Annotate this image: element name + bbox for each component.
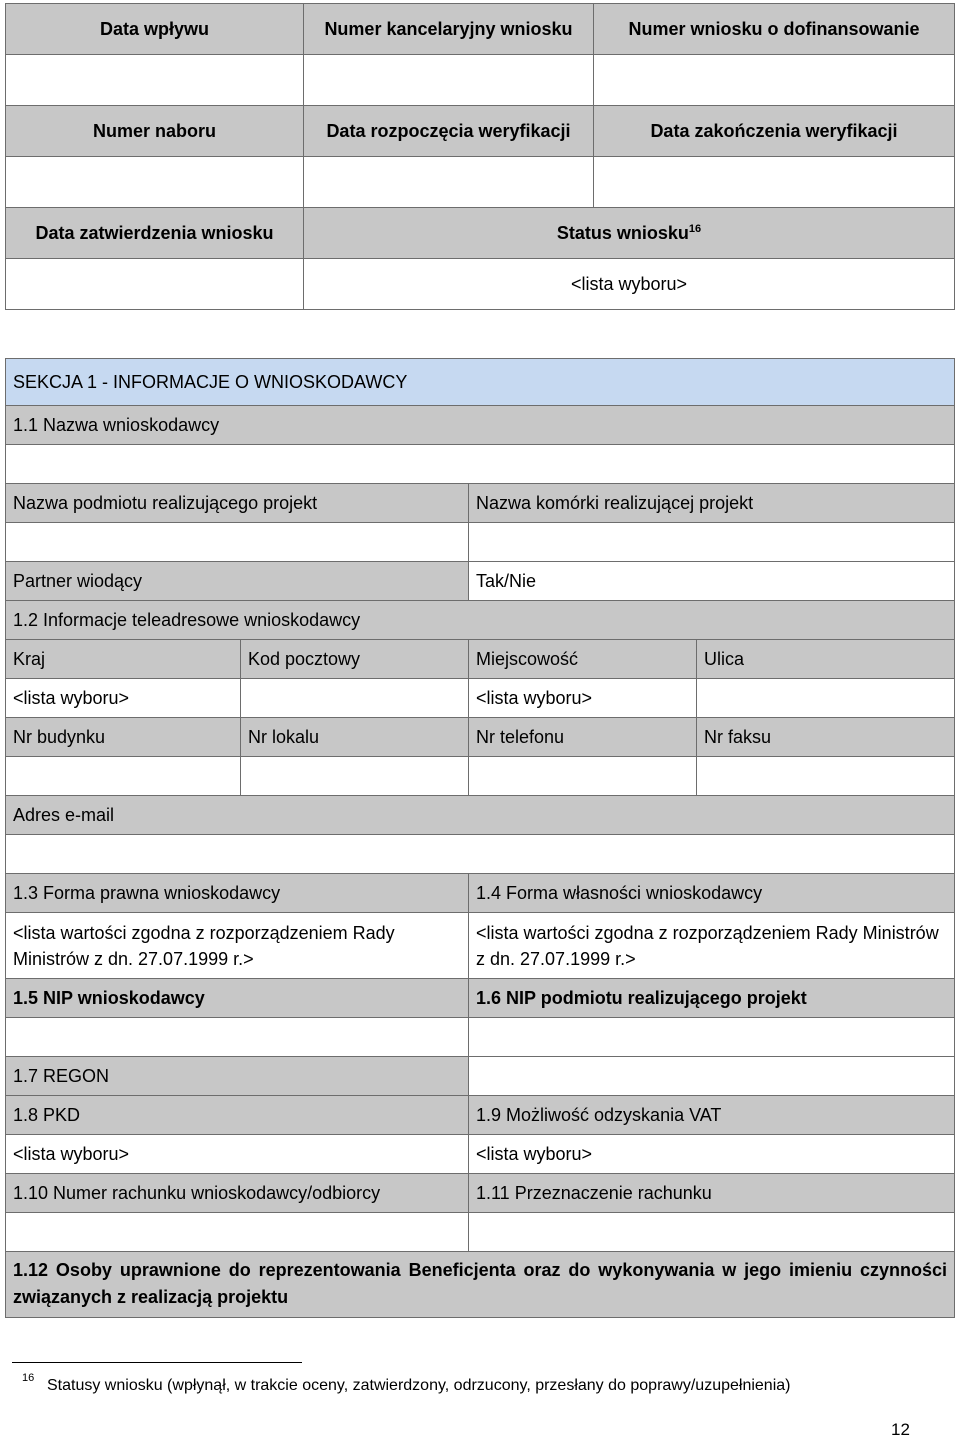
field-vat[interactable]: <lista wyboru>: [469, 1135, 955, 1174]
label-nr-telefonu: Nr telefonu: [469, 718, 697, 757]
field-forma-wlasnosci[interactable]: <lista wartości zgodna z rozporządzeniem Rady Ministrów z dn. 27.07.1999 r.>: [469, 913, 955, 979]
field-numer-rachunku[interactable]: [6, 1213, 469, 1252]
label-kod-pocztowy: Kod pocztowy: [241, 640, 469, 679]
status-select[interactable]: <lista wyboru>: [304, 259, 955, 310]
field-data-wplywu[interactable]: [6, 55, 304, 106]
label-kraj: Kraj: [6, 640, 241, 679]
footnote-mark: 16: [22, 1372, 35, 1384]
page-number: 12: [891, 1420, 910, 1439]
footnote-separator: [12, 1362, 302, 1363]
field-przeznaczenie-rachunku[interactable]: [469, 1213, 955, 1252]
label-1-6: 1.6 NIP podmiotu realizującego projekt: [469, 979, 955, 1018]
label-1-2: 1.2 Informacje teleadresowe wnioskodawcy: [6, 601, 955, 640]
status-label: Status wniosku: [556, 222, 689, 243]
field-kod-pocztowy[interactable]: [241, 679, 469, 718]
field-numer-naboru[interactable]: [6, 157, 304, 208]
label-partner-wiodacy: Partner wiodący: [6, 562, 469, 601]
label-nr-lokalu: Nr lokalu: [241, 718, 469, 757]
label-1-3: 1.3 Forma prawna wnioskodawcy: [6, 874, 469, 913]
field-pkd[interactable]: <lista wyboru>: [6, 1135, 469, 1174]
label-1-4: 1.4 Forma własności wnioskodawcy: [469, 874, 955, 913]
field-forma-prawna[interactable]: <lista wartości zgodna z rozporządzeniem Rady Ministrów z dn. 27.07.1999 r.>: [6, 913, 469, 979]
label-nazwa-komorki: Nazwa komórki realizującej projekt: [469, 484, 955, 523]
field-nazwa-komorki[interactable]: [469, 523, 955, 562]
field-nr-faksu[interactable]: [697, 757, 955, 796]
field-kraj[interactable]: <lista wyboru>: [6, 679, 241, 718]
field-data-zakonczenia[interactable]: [594, 157, 955, 208]
header-status-wniosku: [304, 208, 955, 259]
field-nip-wnioskodawcy[interactable]: [6, 1018, 469, 1057]
label-1-10: 1.10 Numer rachunku wnioskodawcy/odbiorcy: [6, 1174, 469, 1213]
label-ulica: Ulica: [697, 640, 955, 679]
field-nazwa-podmiotu[interactable]: [6, 523, 469, 562]
footnote-ref: 16: [688, 222, 702, 235]
label-miejscowosc: Miejscowość: [469, 640, 697, 679]
field-nr-telefonu[interactable]: [469, 757, 697, 796]
label-1-12: 1.12 Osoby uprawnione do reprezentowania Beneficjenta oraz do wykonywania w jego imieniu czynności związanych z realizacją projektu: [6, 1252, 955, 1318]
label-1-9: 1.9 Możliwość odzyskania VAT: [469, 1096, 955, 1135]
label-nr-budynku: Nr budynku: [6, 718, 241, 757]
label-1-5: 1.5 NIP wnioskodawcy: [6, 979, 469, 1018]
field-regon[interactable]: [469, 1057, 955, 1096]
field-nr-budynku[interactable]: [6, 757, 241, 796]
registration-table: [5, 3, 955, 310]
label-1-11: 1.11 Przeznaczenie rachunku: [469, 1174, 955, 1213]
header-numer-kancelaryjny: Numer kancelaryjny wniosku: [304, 4, 594, 55]
field-nip-podmiotu[interactable]: [469, 1018, 955, 1057]
header-numer-dofinansowanie: Numer wniosku o dofinansowanie: [594, 4, 955, 55]
field-data-zatwierdzenia[interactable]: [6, 259, 304, 310]
label-1-8: 1.8 PKD: [6, 1096, 469, 1135]
label-1-7: 1.7 REGON: [6, 1057, 469, 1096]
section-title: SEKCJA 1 - INFORMACJE O WNIOSKODAWCY: [6, 359, 955, 406]
label-adres-email: Adres e-mail: [6, 796, 955, 835]
field-miejscowosc[interactable]: <lista wyboru>: [469, 679, 697, 718]
header-data-wplywu: Data wpływu: [6, 4, 304, 55]
label-1-1: 1.1 Nazwa wnioskodawcy: [6, 406, 955, 445]
label-nazwa-podmiotu: Nazwa podmiotu realizującego projekt: [6, 484, 469, 523]
field-adres-email[interactable]: [6, 835, 955, 874]
header-numer-naboru: Numer naboru: [6, 106, 304, 157]
field-ulica[interactable]: [697, 679, 955, 718]
header-data-rozpoczecia: Data rozpoczęcia weryfikacji: [304, 106, 594, 157]
header-data-zatwierdzenia: Data zatwierdzenia wniosku: [6, 208, 304, 259]
field-nazwa-wnioskodawcy[interactable]: [6, 445, 955, 484]
field-data-rozpoczecia[interactable]: [304, 157, 594, 208]
field-numer-dofinansowanie[interactable]: [594, 55, 955, 106]
field-partner-wiodacy[interactable]: Tak/Nie: [469, 562, 955, 601]
footnote-text: Statusy wniosku (wpłynął, w trakcie oceny, zatwierdzony, odrzucony, przesłany do poprawy/uzupełnienia): [47, 1377, 791, 1394]
label-nr-faksu: Nr faksu: [697, 718, 955, 757]
field-numer-kancelaryjny[interactable]: [304, 55, 594, 106]
field-nr-lokalu[interactable]: [241, 757, 469, 796]
header-data-zakonczenia: Data zakończenia weryfikacji: [594, 106, 955, 157]
section1-table: [5, 358, 955, 1318]
